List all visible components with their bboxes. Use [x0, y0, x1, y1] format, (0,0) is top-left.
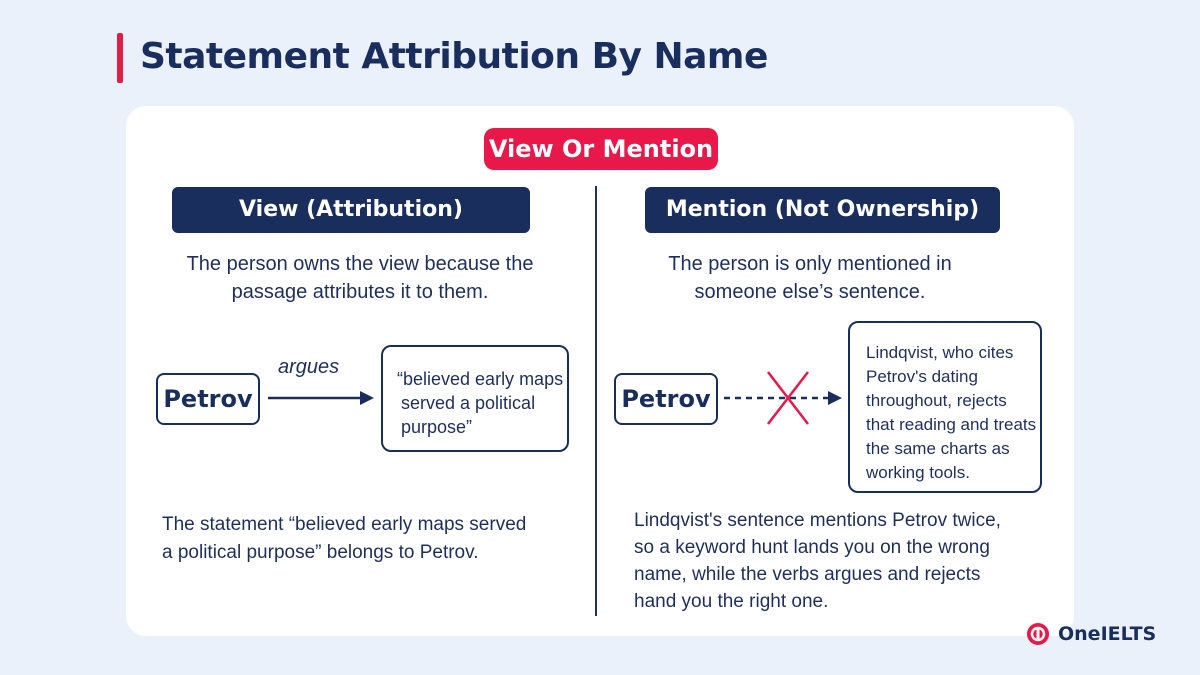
mention-quote-box: [848, 321, 1042, 493]
view-or-mention-badge: View Or Mention: [484, 128, 718, 170]
oneielts-logo: [1026, 622, 1156, 646]
view-quote-line: served a political: [401, 393, 536, 413]
mention-quote-line: throughout, rejects: [866, 391, 1007, 410]
view-attribution-header: View (Attribution): [172, 187, 530, 233]
mention-quote-line: Lindqvist, who cites: [866, 343, 1014, 362]
mention-quote-line: Petrov's dating: [866, 367, 978, 386]
mention-not-ownership-header: Mention (Not Ownership): [645, 187, 1000, 233]
verb-argues: argues: [278, 356, 340, 378]
attribution-arrow: [268, 390, 376, 406]
column-divider: [595, 186, 597, 616]
mention-quote-line: working tools.: [866, 463, 970, 482]
mention-description-line: someone else’s sentence.: [694, 281, 926, 303]
petrov-name-box: Petrov: [156, 373, 260, 425]
view-quote-line: “believed early maps: [397, 369, 564, 389]
mention-summary-line: so a keyword hunt lands you on the wrong: [634, 537, 990, 558]
oneielts-logo-icon: [1026, 622, 1050, 646]
mention-quote-line: the same charts as: [866, 439, 1010, 458]
mention-summary: [634, 507, 1054, 615]
view-quote-line: purpose”: [401, 417, 473, 437]
mention-description: [620, 250, 1000, 306]
mention-summary-line: hand you the right one.: [634, 591, 829, 612]
mention-summary-line: Lindqvist's sentence mentions Petrov twice,: [634, 510, 1001, 531]
mention-summary-line: name, while the verbs argues and rejects: [634, 564, 981, 585]
view-description: [150, 250, 570, 306]
petrov-mention-name-box: Petrov: [614, 373, 718, 425]
oneielts-logo-text: OneIELTS: [1058, 623, 1157, 645]
page-title: Statement Attribution By Name: [140, 36, 768, 77]
view-description-line: The person owns the view because the: [186, 253, 534, 275]
title-accent-bar: [117, 33, 123, 83]
view-summary-line: The statement “believed early maps served: [162, 514, 527, 535]
view-quote-box: [381, 345, 569, 452]
view-summary-line: a political purpose” belongs to Petrov.: [162, 542, 479, 563]
mention-description-line: The person is only mentioned in: [668, 253, 952, 275]
mention-quote-line: that reading and treats: [866, 415, 1037, 434]
view-description-line: passage attributes it to them.: [231, 281, 489, 303]
view-summary: [162, 511, 582, 567]
no-attribution-dashed-arrow: [724, 366, 844, 430]
